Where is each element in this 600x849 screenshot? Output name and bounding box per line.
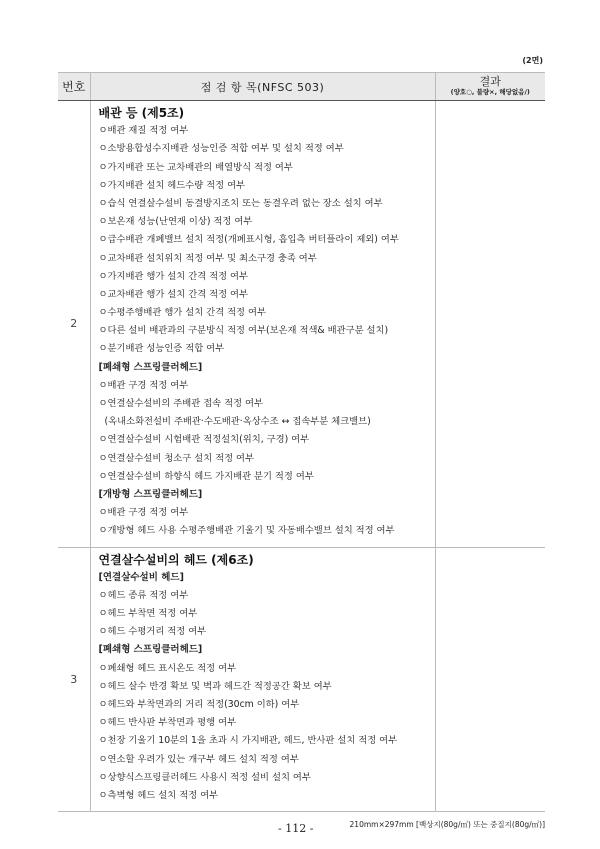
- subsection-heading: [폐쇄형 스프링클러헤드]: [98, 644, 203, 656]
- check-item: ㅇ폐쇄형 헤드 표시온도 적정 여부: [98, 662, 237, 674]
- subsection-heading: [연결살수설비 헤드]: [98, 571, 184, 583]
- section-number: 2: [58, 101, 90, 548]
- section-title: 연결살수설비의 헤드 (제6조): [98, 552, 254, 567]
- check-item: ㅇ수평주행배관 행가 설치 간격 적정 여부: [98, 307, 266, 319]
- check-item: ㅇ교차배관 행가 설치 간격 적정 여부: [98, 288, 248, 300]
- check-item: ㅇ가지배관 설치 헤드수량 적정 여부: [98, 179, 246, 191]
- inspection-table: [58, 72, 545, 812]
- check-item: ㅇ헤드 수평거리 적정 여부: [98, 626, 207, 638]
- section-row: [58, 547, 545, 812]
- header-number: 번호: [58, 73, 90, 101]
- check-item: ㅇ교차배관 설치위치 적정 여부 및 최소구경 충족 여부: [98, 252, 317, 264]
- page-number: - 112 -: [278, 822, 314, 835]
- check-item: ㅇ헤드 부착면 적정 여부: [98, 608, 198, 620]
- header-result-title: 결과: [479, 75, 501, 88]
- table-header-row: [58, 73, 545, 101]
- header-result: [435, 73, 545, 101]
- result-cell[interactable]: [435, 547, 545, 812]
- check-item: ㅇ분기배관 성능인증 적합 여부: [98, 343, 225, 355]
- check-item: ㅇ개방형 헤드 사용 수평주행배관 기울기 및 자동배수밸브 설치 적정 여부: [98, 525, 395, 537]
- check-item: ㅇ소방용합성수지배관 성능인증 적합 여부 및 설치 적정 여부: [98, 143, 344, 155]
- subsection-heading: [폐쇄형 스프링클러헤드]: [98, 361, 203, 373]
- check-item: ㅇ보온재 성능(난연재 이상) 적정 여부: [98, 216, 253, 228]
- check-item: ㅇ연결살수설비 청소구 설치 적정 여부: [98, 452, 255, 464]
- check-item: ㅇ천장 기울기 10분의 1을 초과 시 가지배관, 헤드, 반사판 설치 적정 여부: [98, 735, 398, 747]
- check-item: ㅇ배관 구경 적정 여부: [98, 507, 189, 519]
- section-row: [58, 101, 545, 548]
- check-item: ㅇ연소할 우려가 있는 개구부 헤드 설치 적정 여부: [98, 753, 299, 765]
- check-item: ㅇ연결살수설비의 주배관 접속 적정 여부: [98, 398, 263, 409]
- check-item: ㅇ측벽형 헤드 설치 적정 여부: [98, 789, 219, 801]
- section-number: 3: [58, 547, 90, 812]
- check-item: ㅇ상향식스프링클러헤드 사용시 적정 설비 설치 여부: [98, 771, 311, 783]
- subsection-heading: [개방형 스프링클러헤드]: [98, 488, 203, 500]
- result-cell[interactable]: [435, 101, 545, 548]
- check-item: ㅇ연결살수설비 하향식 헤드 가지배관 분기 적정 여부: [98, 470, 314, 482]
- check-item: ㅇ다른 설비 배관과의 구분방식 적정 여부(보온재 적색& 배관구분 설치): [98, 325, 389, 337]
- check-item: ㅇ습식 연결살수설비 동결방지조치 또는 동결우려 없는 장소 설치 여부: [98, 197, 383, 209]
- check-item: ㅇ가지배관 행가 설치 간격 적정 여부: [98, 270, 248, 282]
- check-item: ㅇ헤드와 부착면과의 거리 적정(30cm 이하) 여부: [98, 699, 300, 710]
- check-item: ㅇ헤드 반사판 부착면과 평행 여부: [98, 717, 237, 729]
- page-side-label: (2면): [522, 56, 543, 65]
- header-result-legend: (양호○, 불량×, 해당없음/): [450, 88, 530, 96]
- item-note: (옥내소화전설비 주배관·수도배관·옥상수조 ↔ 접속부분 체크밸브): [104, 416, 371, 428]
- header-inspection-item: 점 검 항 목(NFSC 503): [90, 73, 435, 101]
- section-items: [90, 101, 435, 548]
- check-item: ㅇ연결살수설비 시험배관 적정설치(위치, 구경) 여부: [98, 434, 310, 446]
- check-item: ㅇ배관 구경 적정 여부: [98, 379, 189, 391]
- section-title: 배관 등 (제5조): [98, 106, 185, 120]
- section-items: [90, 547, 435, 812]
- paper-spec: 210mm×297mm [백상지(80g/㎡) 또는 중질지(80g/㎡)]: [349, 820, 545, 829]
- check-item: ㅇ급수배관 개폐밸브 설치 적정(개폐표시형, 흡입측 버터플라이 제외) 여부: [98, 234, 399, 246]
- check-item: ㅇ가지배관 또는 교차배관의 배열방식 적정 여부: [98, 161, 293, 173]
- check-item: ㅇ헤드 살수 반경 확보 및 벽과 헤드간 적정공간 확보 여부: [98, 680, 332, 692]
- check-item: ㅇ배관 재질 적정 여부: [98, 125, 189, 137]
- check-item: ㅇ헤드 종류 적정 여부: [98, 589, 189, 601]
